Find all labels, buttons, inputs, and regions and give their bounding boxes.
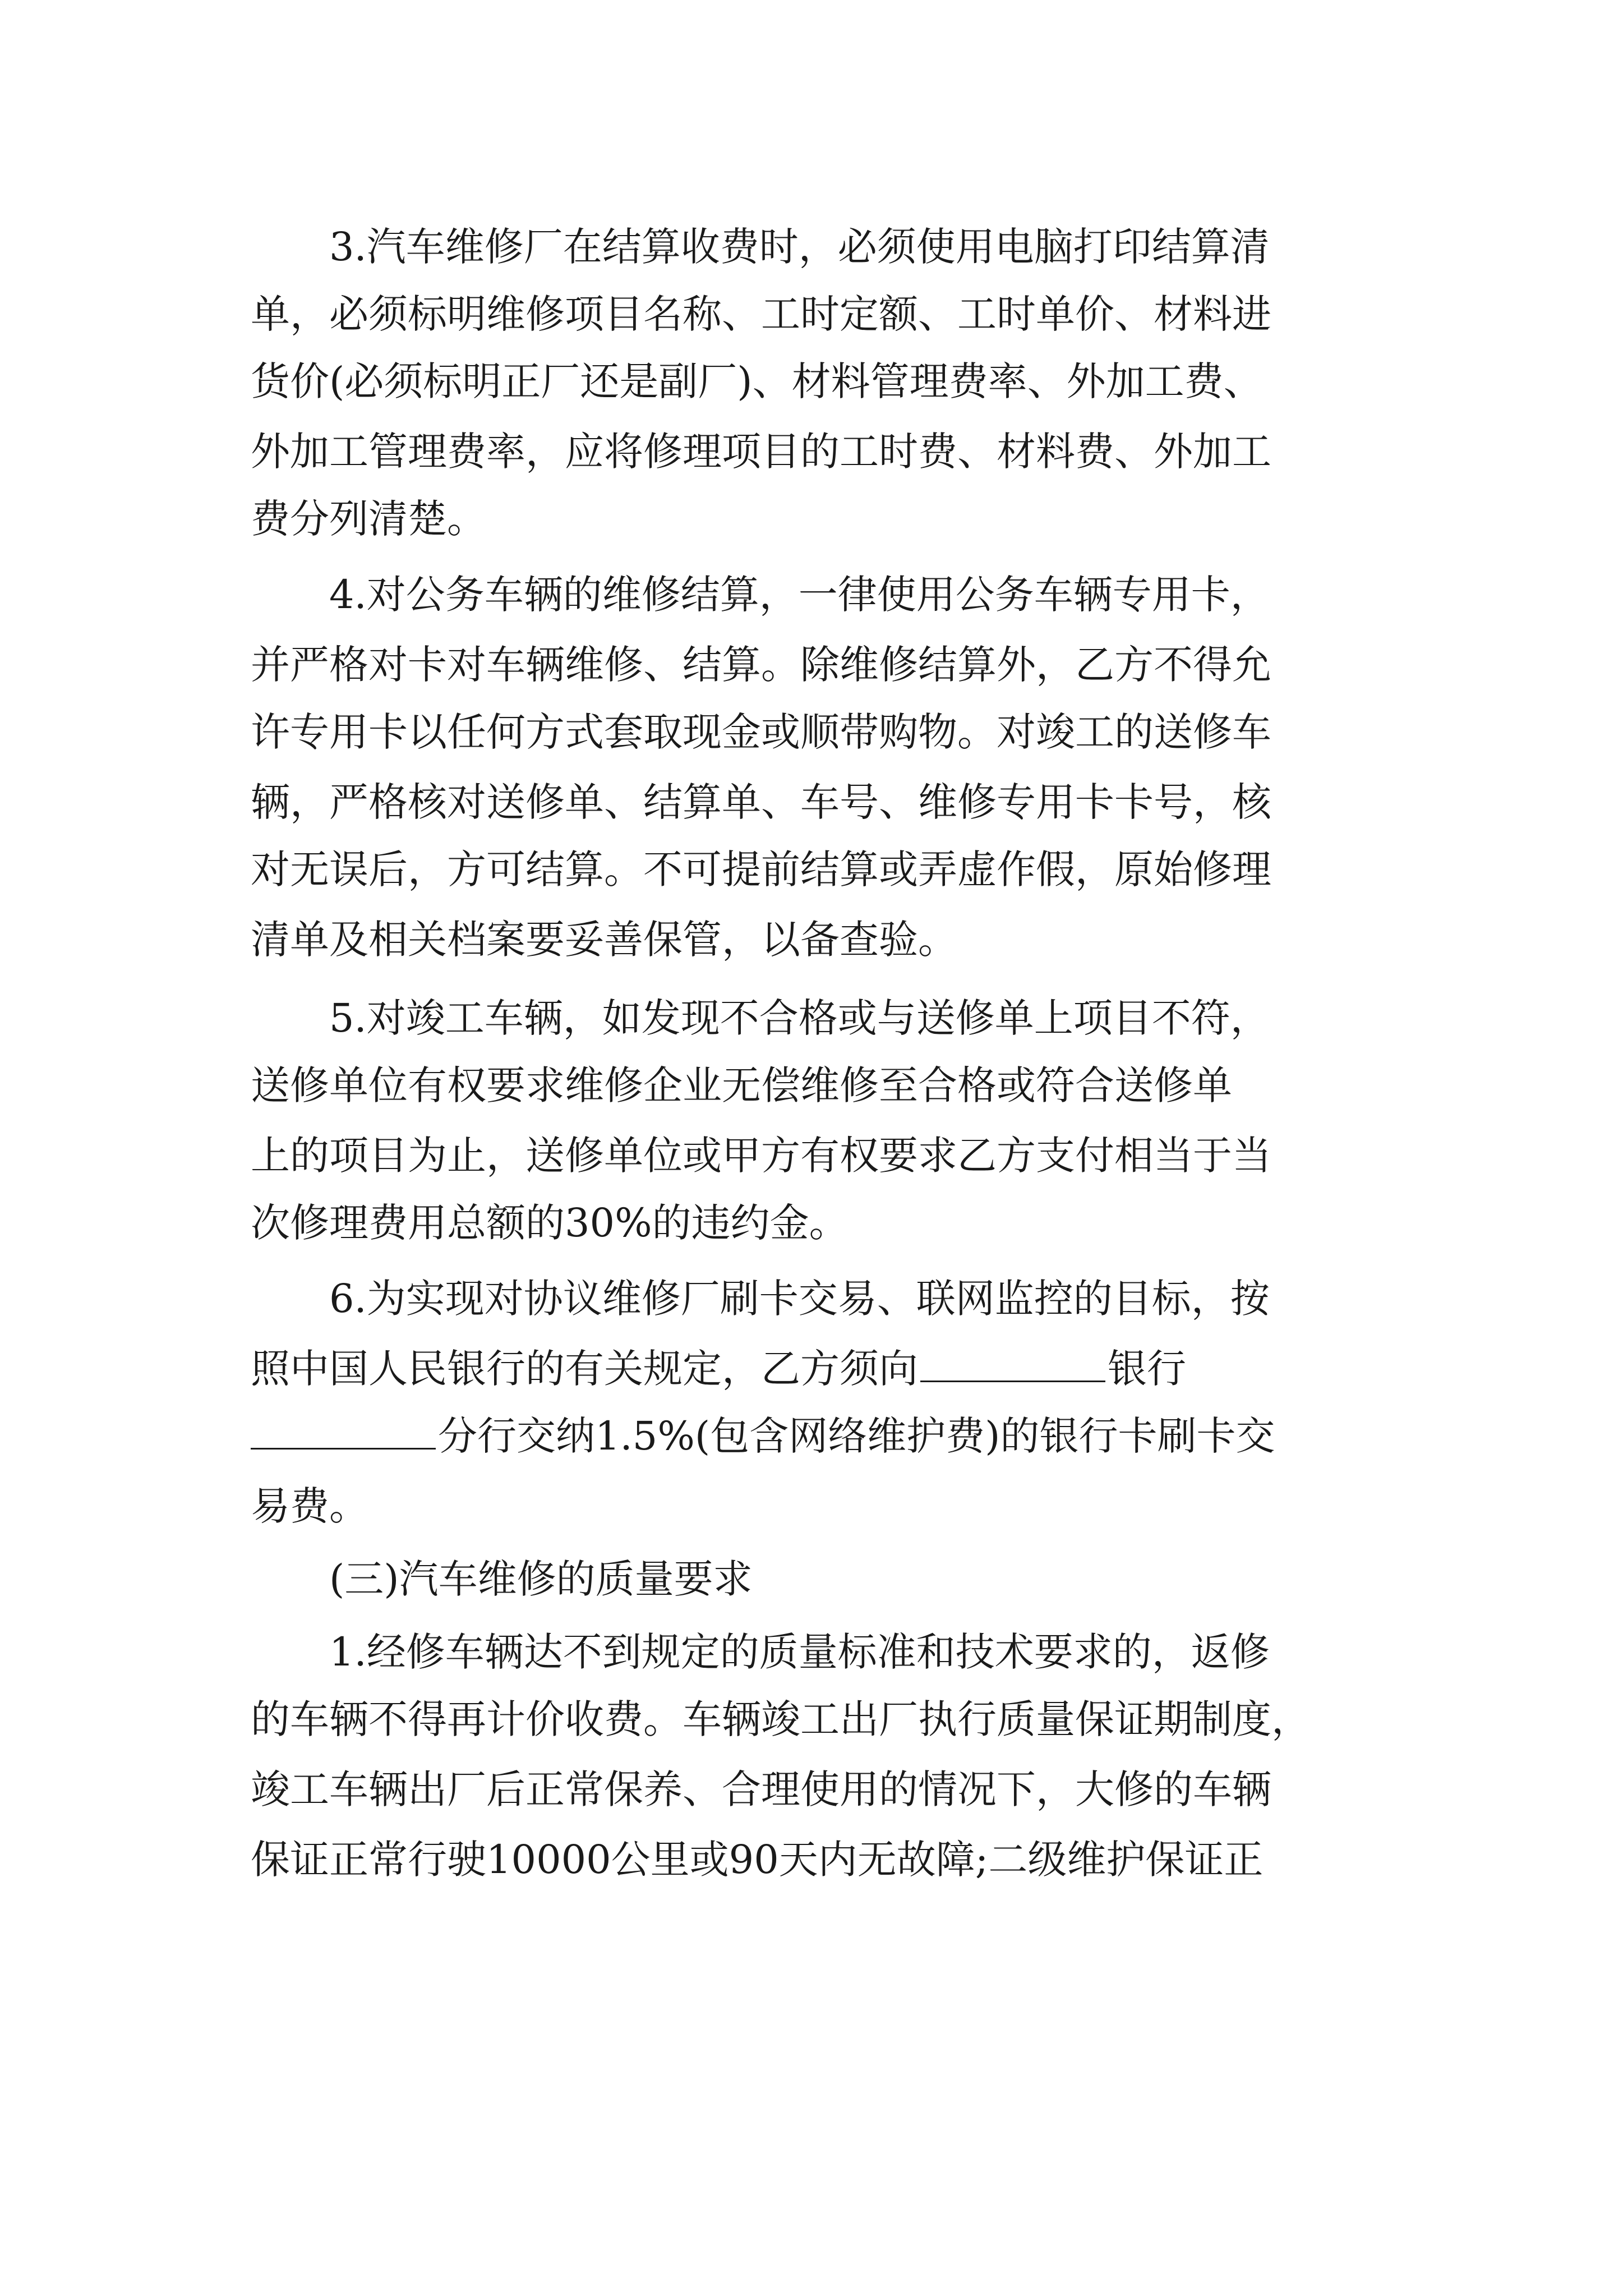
paragraph-6-line-4: 易费。 xyxy=(251,1483,368,1529)
paragraph-4-line-1: 4.对公务车辆的维修结算，一律使用公务车辆专用卡， xyxy=(329,572,1270,618)
paragraph-6-line-2 xyxy=(251,1335,1372,1402)
paragraph-3-line-5: 费分列清楚。 xyxy=(251,496,486,542)
paragraph-3-line-4: 外加工管理费率，应将修理项目的工时费、材料费、外加工 xyxy=(251,429,1271,475)
paragraph-4-line-6: 清单及相关档案要妥善保管，以备查验。 xyxy=(251,917,957,963)
bank-name-blank xyxy=(920,1341,1105,1382)
paragraph-4-line-2: 并严格对卡对车辆维修、结算。除维修结算外，乙方不得允 xyxy=(251,642,1271,688)
paragraph-4-line-5: 对无误后，方可结算。不可提前结算或弄虚作假，原始修理 xyxy=(251,846,1271,892)
quality-paragraph-1-line-4: 保证正常行驶10000公里或90天内无故障;二级维护保证正 xyxy=(251,1837,1264,1883)
paragraph-3-line-1: 3.汽车维修厂在结算收费时，必须使用电脑打印结算清 xyxy=(329,224,1270,270)
paragraph-3-line-2: 单，必须标明维修项目名称、工时定额、工时单价、材料进 xyxy=(251,291,1271,337)
paragraph-3-line-3: 货价(必须标明正厂还是副厂)、材料管理费率、外加工费、 xyxy=(251,358,1263,404)
paragraph-6-text-c: 分行交纳1.5%(包含网络维护费)的银行卡刷卡交 xyxy=(438,1413,1275,1459)
paragraph-6-text-b: 银行 xyxy=(1108,1346,1186,1392)
paragraph-4-line-3: 许专用卡以任何方式套取现金或顺带购物。对竣工的送修车 xyxy=(251,709,1271,755)
paragraph-6-line-1: 6.为实现对协议维修厂刷卡交易、联网监控的目标，按 xyxy=(329,1276,1270,1322)
paragraph-5-line-2: 送修单位有权要求维修企业无偿维修至合格或符合送修单 xyxy=(251,1062,1232,1108)
branch-name-blank xyxy=(251,1409,436,1450)
section-heading: (三)汽车维修的质量要求 xyxy=(329,1556,753,1602)
paragraph-5-line-1: 5.对竣工车辆，如发现不合格或与送修单上项目不符， xyxy=(329,995,1270,1041)
paragraph-4-line-4: 辆，严格核对送修单、结算单、车号、维修专用卡卡号，核 xyxy=(251,779,1271,825)
paragraph-5-line-3: 上的项目为止，送修单位或甲方有权要求乙方支付相当于当 xyxy=(251,1133,1271,1179)
quality-paragraph-1-line-2: 的车辆不得再计价收费。车辆竣工出厂执行质量保证期制度， xyxy=(251,1696,1311,1742)
quality-paragraph-1-line-3: 竣工车辆出厂后正常保养、合理使用的情况下，大修的车辆 xyxy=(251,1766,1271,1812)
quality-paragraph-1-line-1: 1.经修车辆达不到规定的质量标准和技术要求的，返修 xyxy=(329,1629,1270,1675)
paragraph-6-text-a: 照中国人民银行的有关规定，乙方须向 xyxy=(251,1346,918,1392)
paragraph-6-line-3 xyxy=(251,1402,1372,1470)
paragraph-5-line-4: 次修理费用总额的30%的违约金。 xyxy=(251,1200,849,1246)
